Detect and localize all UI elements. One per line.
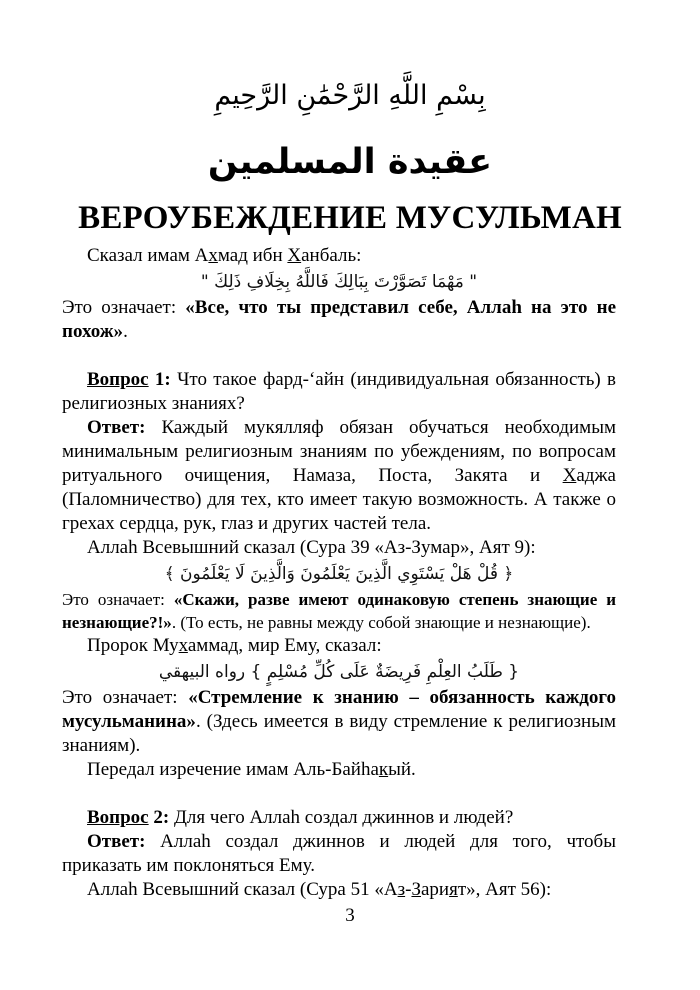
text-segment: Каждый мукялляф обязан обучаться необходимым минимальным религиозным знаниям по убеждениям, по вопросам ритуального очищения, Намаза, Поста, Закята и (62, 417, 616, 486)
meaning-bold: «Все, что ты представил себе, Аллаh на это не похож» (62, 297, 617, 342)
underlined-letter: д (292, 369, 303, 390)
arabic-quote-ahmad: " مَهْمَا تَصَوَّرْتَ بِبَالِكَ فَاللَّهُ بِخِلَافِ ذَلِكَ " (200, 272, 478, 292)
text-segment: Что такое фар (170, 369, 293, 390)
underlined-letter: з (397, 879, 406, 900)
meaning-bold: «Скажи, разве имеют одинаковую степень знающие и незнающие?!» (62, 590, 616, 632)
question-label: Вопрос (87, 807, 149, 828)
text-segment: . (123, 321, 128, 342)
text-segment: Пророк Му (87, 635, 179, 656)
question-1 (62, 368, 616, 416)
text-segment: - (405, 879, 412, 900)
ayah-intro-2 (62, 878, 616, 902)
meaning-label: Это означает: (62, 687, 189, 708)
text-segment: т», Аят 56): (457, 879, 552, 900)
underlined-letter: я (449, 879, 458, 900)
hadith-narrator (62, 758, 616, 782)
meaning-label: Это означает: (62, 590, 174, 609)
underlined-letter: х (208, 245, 218, 266)
question-2 (62, 806, 616, 830)
text-segment: мад ибн (217, 245, 288, 266)
answer-1 (62, 416, 616, 536)
basmala: بِسْمِ اللَّهِ الرَّحْمَٰنِ الرَّحِيمِ (214, 80, 486, 111)
text-segment: ый. (388, 759, 416, 780)
question-label: Вопрос (87, 369, 149, 390)
intro-paragraph (62, 244, 616, 268)
ayah-meaning-1 (62, 588, 616, 634)
text-segment: Аллаh Всевышний сказал (Сура 51 «А (87, 879, 398, 900)
answer-label: Ответ: (87, 831, 146, 852)
ayah-intro-1: Аллаh Всевышний сказал (Сура 39 «Аз-Зумар», Аят 9): (87, 537, 536, 558)
question-number: 2: (148, 807, 170, 828)
text-segment: Сказал имам А (87, 245, 209, 266)
question-number: 1: (148, 369, 171, 390)
text-segment: -‘айн (индивидуальная обязанность) в религиозных знаниях? (62, 369, 617, 414)
hadith-meaning (62, 686, 616, 758)
text-segment: . (Здесь имеется в виду стремление к религиозным знаниям). (62, 711, 616, 756)
underlined-letter: З (411, 879, 421, 900)
page-title: ВЕРОУБЕЖДЕНИЕ МУСУЛЬМАН (78, 200, 622, 236)
underlined-letter: х (178, 635, 188, 656)
underlined-letter: к (378, 759, 389, 780)
text-segment: Для чего Аллаh создал джиннов и людей? (169, 807, 514, 828)
spacer (62, 782, 616, 806)
answer-label: Ответ: (87, 417, 146, 438)
underlined-letter: Х (287, 245, 302, 266)
prophet-intro (62, 634, 616, 658)
text-segment: аммад, мир Ему, сказал: (187, 635, 382, 656)
text-segment: . (То есть, не равны между собой знающие и незнающие). (171, 613, 591, 632)
text-segment: Аллаh создал джиннов и людей для того, чтобы приказать им поклоняться Ему. (62, 831, 616, 876)
meaning-bold: «Стремление к знанию – обязанность каждого мусульманина» (62, 687, 616, 732)
text-segment: анбаль: (301, 245, 362, 266)
underlined-letter: Х (562, 465, 577, 486)
intro-meaning (62, 296, 616, 344)
content-body (62, 244, 616, 902)
meaning-label: Это означает: (62, 297, 186, 318)
text-segment: Передал изречение имам Аль-Байhа (87, 759, 379, 780)
arabic-hadith: { طَلَبُ العِلْمِ فَرِيضَةٌ عَلَى كُلِّ مُسْلِمٍ } رواه البيهقي (158, 662, 520, 682)
arabic-ayah-39-9: ﴿ قُلْ هَلْ يَسْتَوِي الَّذِينَ يَعْلَمُونَ وَالَّذِينَ لَا يَعْلَمُونَ ﴾ (164, 564, 514, 584)
text-segment: ари (420, 879, 450, 900)
arabic-title: عقيدة المسلمين (207, 142, 493, 182)
page-number: 3 (345, 905, 355, 926)
answer-2 (62, 830, 616, 878)
text-segment: аджа (Паломничество) для тех, кто имеет такую возможность. А также о грехах сердца, рук, глаз и других частей тела. (62, 465, 616, 534)
spacer (62, 344, 616, 368)
